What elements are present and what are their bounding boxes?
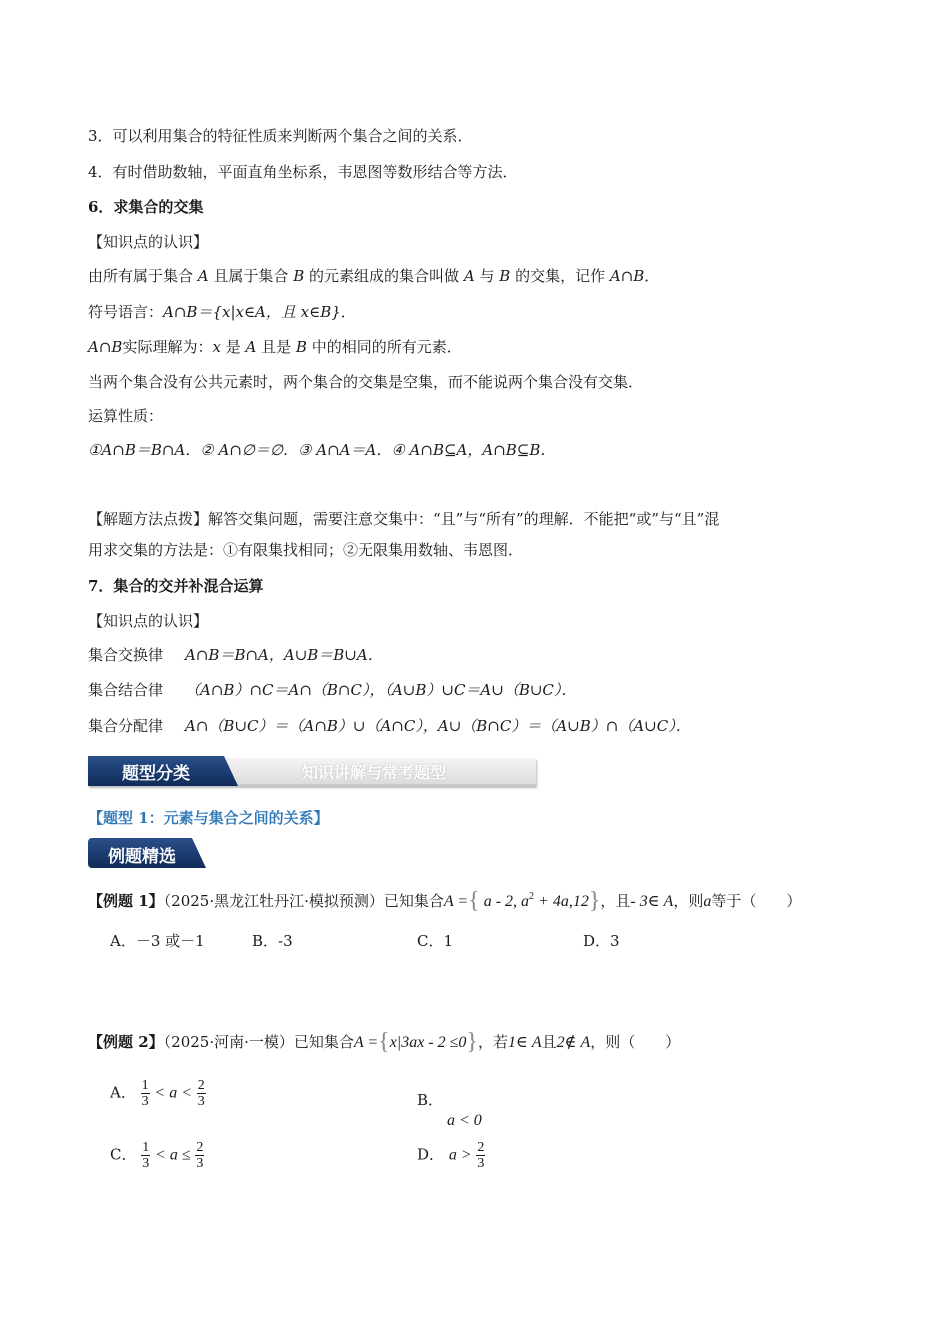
intersection-meaning: A∩B实际理解为：x 是 A 且是 B 中的相同的所有元素． xyxy=(88,338,462,356)
example1-option-b[interactable]: B．-3 xyxy=(252,932,293,950)
example1-label: 【例题 1】 xyxy=(88,892,164,910)
example2-option-c[interactable]: C． $\frac{1}{3}$ < a ≤ $\frac{2}{3}$ xyxy=(110,1140,204,1171)
example1-question: 【例题 1】（2025·黑龙江牡丹江·模拟预测）已知集合A ={ a - 2, $a^2 + 4a,12$}，且- 3∈ A，则a等于（ ） xyxy=(88,888,802,914)
example2-label: 【例题 2】 xyxy=(88,1033,164,1051)
section7-knowledge-label: 【知识点的认识】 xyxy=(88,612,209,630)
example1-option-a[interactable]: A．－3 或－1 xyxy=(110,932,205,950)
example2-option-d[interactable]: D． a > $\frac{2}{3}$ xyxy=(417,1140,485,1171)
question-types-banner xyxy=(88,756,536,786)
example1-option-c[interactable]: C．1 xyxy=(417,932,454,950)
example1-option-d[interactable]: D．3 xyxy=(583,932,620,950)
example2-option-b[interactable]: B． a < 0 xyxy=(417,1091,482,1129)
example2-option-a[interactable]: A． $\frac{1}{3}$ < a < $\frac{2}{3}$ xyxy=(110,1078,205,1109)
commutative-law: 集合交换律 A∩B＝B∩A，A∪B＝B∪A． xyxy=(88,646,383,664)
example2-question: 【例题 2】（2025·河南·一模）已知集合A ={x|3ax - 2 ≤0}，若1∈ A且2∉ A，则（ ） xyxy=(88,1029,681,1055)
section7-heading: 7．集合的交并补混合运算 xyxy=(88,577,264,595)
intersection-definition: 由所有属于集合 A 且属于集合 B 的元素组成的集合叫做 A 与 B 的交集，记作 A∩B． xyxy=(88,267,660,285)
distributive-law: 集合分配律 A∩（B∪C）＝（A∩B）∪（A∩C），A∪（B∩C）＝（A∪B）∩（A∪C）． xyxy=(88,717,691,735)
type1-title: 【题型 1：元素与集合之间的关系】 xyxy=(88,809,329,827)
banner-left-label: 题型分类 xyxy=(122,764,190,784)
symbol-language: 符号语言：A∩B＝{x|x∈A，且 x∈B}． xyxy=(88,303,356,321)
examples-tag-label: 例题精选 xyxy=(108,847,176,867)
section6-knowledge-label: 【知识点的认识】 xyxy=(88,233,209,251)
method-line-1: 【解题方法点拨】解答交集问题，需要注意交集中：“且”与“所有”的理解．不能把“或”与“且”混 xyxy=(88,510,720,528)
properties-label: 运算性质： xyxy=(88,407,164,425)
associative-law: 集合结合律 （A∩B）∩C＝A∩（B∩C），（A∪B）∪C＝A∪（B∪C）． xyxy=(88,681,577,699)
intro-item-4: 4．有时借助数轴，平面直角坐标系，韦恩图等数形结合等方法． xyxy=(88,163,518,181)
intro-item-3: 3．可以利用集合的特征性质来判断两个集合之间的关系． xyxy=(88,127,473,145)
section6-heading: 6．求集合的交集 xyxy=(88,198,204,216)
banner-right-label: 知识讲解与常考题型 xyxy=(302,763,447,782)
method-line-2: 用求交集的方法是：①有限集找相同；②无限集用数轴、韦恩图． xyxy=(88,541,524,559)
examples-tag xyxy=(88,838,206,868)
empty-set-note: 当两个集合没有公共元素时，两个集合的交集是空集，而不能说两个集合没有交集． xyxy=(88,373,644,391)
properties-list: ①A∩B＝B∩A．② A∩∅＝∅．③ A∩A＝A．④ A∩B⊆A，A∩B⊆B． xyxy=(88,441,556,459)
